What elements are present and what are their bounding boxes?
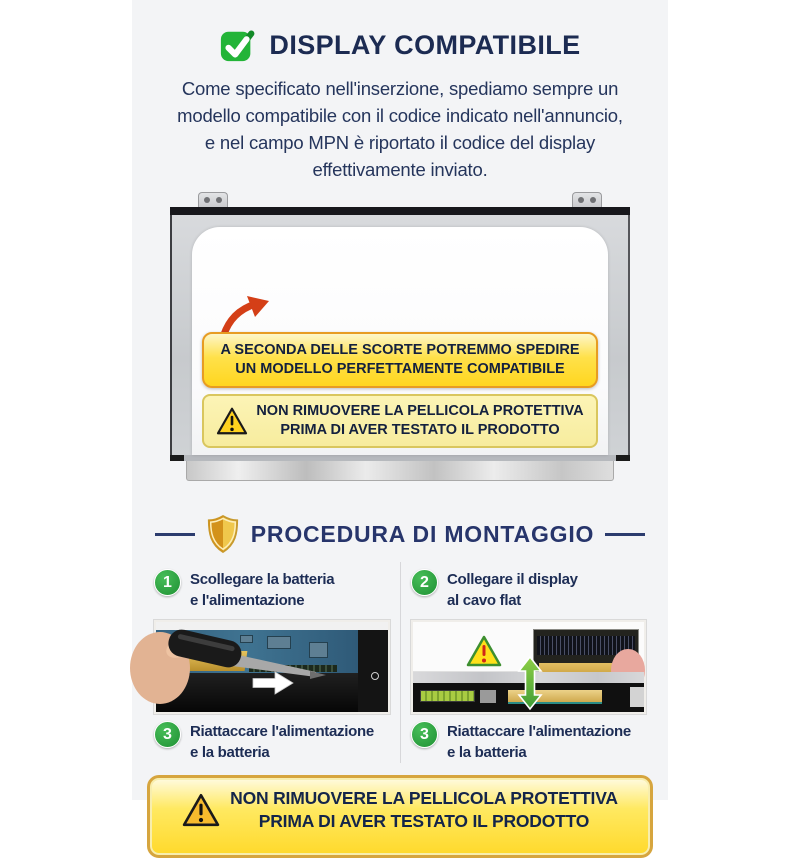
divider-line-left (155, 533, 195, 536)
infographic-page (132, 0, 668, 831)
panel-body (170, 215, 630, 455)
header (132, 0, 668, 64)
panel-foil-strip (186, 461, 614, 481)
warning-triangle-icon (216, 407, 248, 435)
intro-line: e nel campo MPN è riportato il codice del display (204, 132, 596, 153)
step-1 (154, 569, 390, 611)
intro-line: Come specificato nell'inserzione, spediamo sempre un (181, 78, 619, 99)
step-3-left-label: Riattaccare l'alimentazione e la batteria (190, 723, 374, 761)
check-icon (219, 26, 257, 64)
green-double-arrow-icon (517, 656, 543, 710)
white-arrow-icon (253, 672, 293, 694)
shield-icon (206, 514, 240, 554)
procedure-steps (144, 562, 656, 763)
step-number-badge: 1 (154, 569, 181, 596)
step-number-badge: 2 (411, 569, 438, 596)
hinge-brackets (170, 192, 630, 207)
warning-triangle-icon (466, 635, 502, 667)
intro-line: modello compatibile con il codice indicato nell'annuncio, (177, 105, 623, 126)
hinge-bracket-left (198, 192, 228, 207)
steps-column-left (144, 562, 400, 763)
footer-warning-banner (147, 775, 653, 858)
step-3-left (154, 721, 390, 763)
panel-top-bar (170, 207, 630, 215)
procedure-title: PROCEDURA DI MONTAGGIO (250, 520, 595, 547)
page-title: DISPLAY COMPATIBILE (269, 29, 581, 60)
film-label-text (256, 402, 583, 440)
step-number-badge: 3 (411, 721, 438, 748)
steps-column-right (400, 562, 656, 763)
intro-line: effettivamente inviato. (312, 159, 488, 180)
stock-label-line: A SECONDA DELLE SCORTE POTREMMO SPEDIRE (220, 342, 580, 358)
hand-screwdriver-icon (156, 622, 392, 716)
pcb-connector (420, 690, 475, 702)
step-3-right (411, 721, 646, 763)
step-2-label: Collegare il display al cavo flat (447, 571, 578, 609)
step-1-label: Scollegare la batteria e l'alimentazione (190, 571, 335, 609)
film-warning-label (202, 394, 598, 448)
divider-line-right (605, 533, 645, 536)
step2-photo-connect-flat-cable (411, 620, 646, 714)
hinge-bracket-right (572, 192, 602, 207)
stock-availability-label (202, 332, 598, 388)
warning-triangle-icon (182, 793, 220, 827)
lcd-panel-photo (170, 192, 630, 481)
intro-text (132, 75, 668, 183)
film-label-line: PRIMA DI AVER TESTATO IL PRODOTTO (280, 422, 560, 438)
film-label-line: NON RIMUOVERE LA PELLICOLA PROTETTIVA (256, 403, 584, 419)
step-number-badge: 3 (154, 721, 181, 748)
step-2 (411, 569, 646, 611)
step-3-right-label: Riattaccare l'alimentazione e la batteria (447, 723, 631, 761)
footer-warning-text: NON RIMUOVERE LA PELLICOLA PROTETTIVA PRIMA DI AVER TESTATO IL PRODOTTO (230, 788, 618, 831)
step1-photo-disconnect-battery (154, 620, 390, 714)
assembly-procedure-heading (132, 514, 668, 554)
stock-label-line: UN MODELLO PERFETTAMENTE COMPATIBILE (235, 361, 565, 377)
